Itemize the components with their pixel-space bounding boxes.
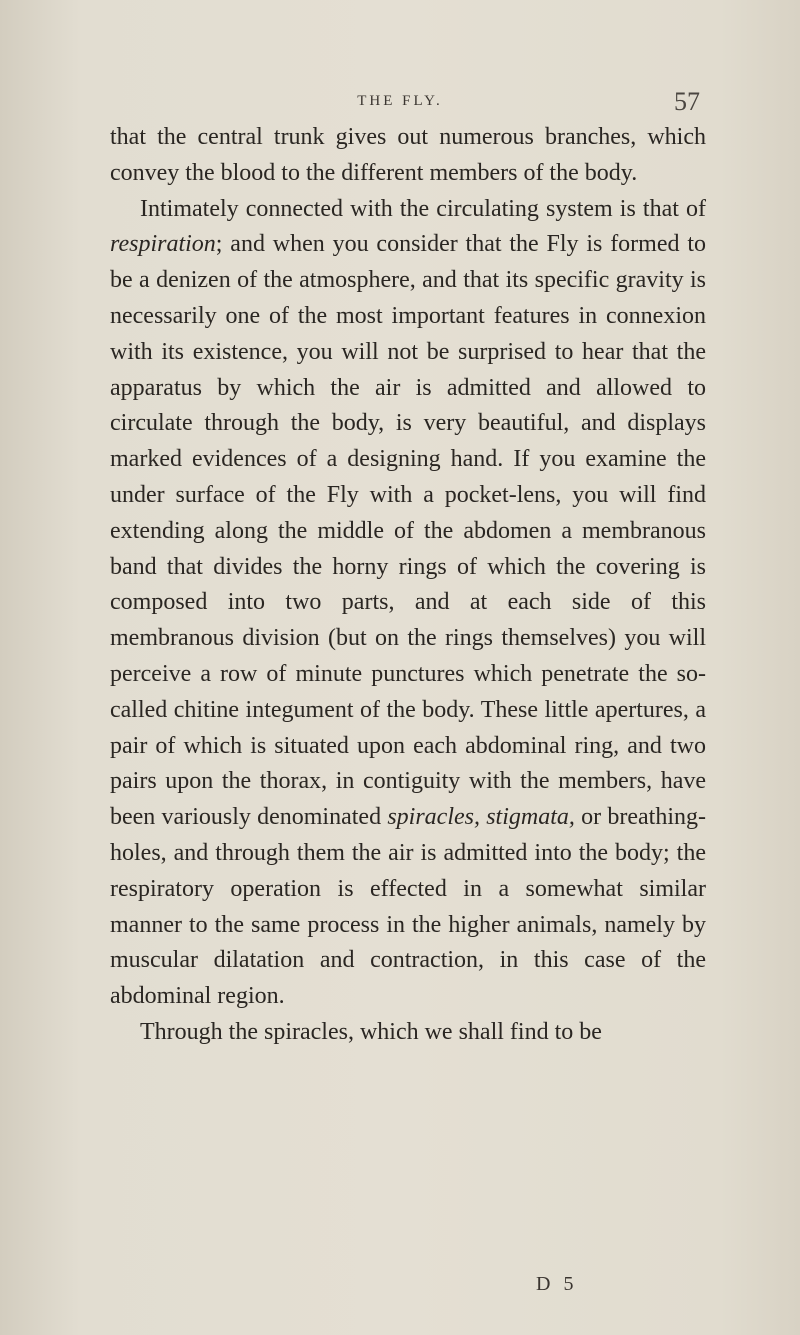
text-run: Intimately connected with the circulating system is that of <box>140 195 706 222</box>
paragraph-spiracles: Through the spiracles, which we shall find to be <box>140 1018 602 1045</box>
text-run: or breathing-holes, and through them the air is admitted into the body; the respiratory operation is effected in a somewhat similar manner to the same process in the higher animals, namely by muscular dilatation and contraction, in this case of the abdominal region. <box>110 804 706 1010</box>
italic-term-spiracles: spiracles, stigmata, <box>387 804 575 831</box>
body-text <box>110 120 706 1051</box>
paragraph-respiration <box>110 192 706 1015</box>
page-number: 57 <box>674 87 700 116</box>
running-head: THE FLY. <box>357 93 443 109</box>
paragraph-continuation: that the central trunk gives out numerous branches, which convey the blood to the different members of the body. <box>110 124 706 186</box>
printer-signature-mark: D 5 <box>536 1273 578 1295</box>
text-run: ; and when you consider that the Fly is formed to be a denizen of the atmosphere, and that its specific gravity is necessarily one of the most important features in connexion with its existence, you will not be surprised to hear that the apparatus by which the air is admitted and allowed to circulate through the body, is very beautiful, and displays marked evidences of a designing hand. If you examine the under surface of the Fly with a pocket-lens, you will find extending along the middle of the abdomen a membranous band that divides the horny rings of which the covering is composed into two parts, and at each side of this membranous division (but on the rings themselves) you will perceive a row of minute punctures which penetrate the so-called chitine integument of the body. These little apertures, a pair of which is situated upon each abdominal ring, and two pairs upon the thorax, in contiguity with the members, have been variously denominated <box>110 231 706 831</box>
italic-term-respiration: respiration <box>110 231 216 258</box>
